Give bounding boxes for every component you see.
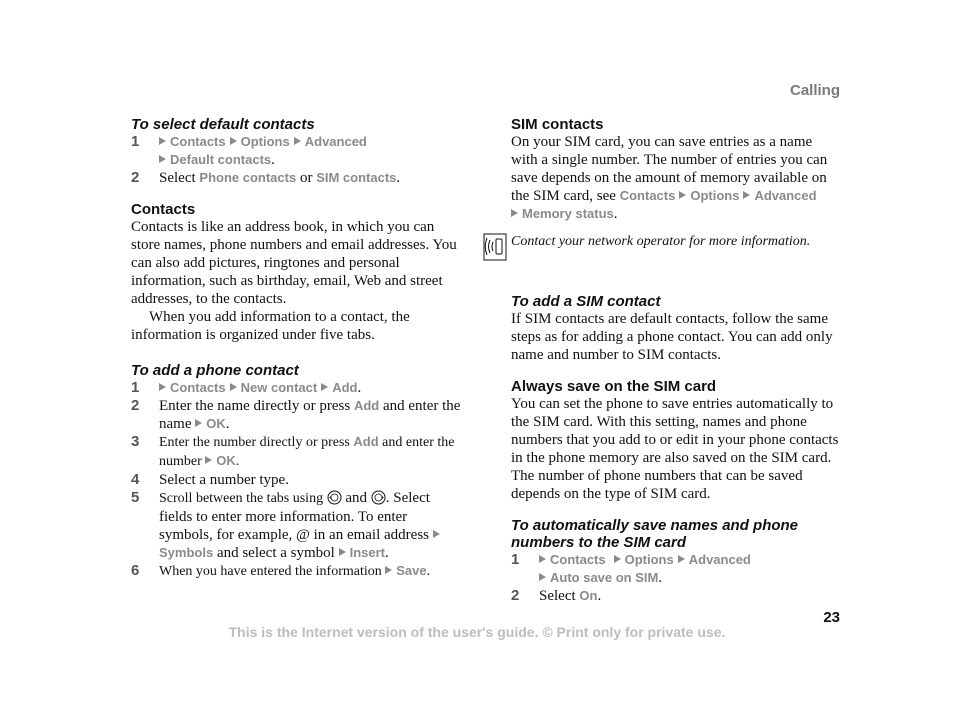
menu-item: Contacts xyxy=(550,552,606,567)
arrow-icon xyxy=(230,137,237,145)
arrow-icon xyxy=(339,548,346,556)
step-1: 1 Contacts Options Advanced Default contacts. xyxy=(131,133,367,168)
menu-item: OK xyxy=(216,453,236,468)
arrow-icon xyxy=(614,555,621,563)
heading-sim-contacts: SIM contacts xyxy=(511,116,604,133)
step-number: 4 xyxy=(131,471,140,488)
arrow-icon xyxy=(433,530,440,538)
heading-add-phone-contact: To add a phone contact xyxy=(131,362,299,379)
arrow-icon xyxy=(195,419,202,427)
paragraph: Contacts is like an address book, in which you can store names, phone numbers and email addresses. You can also add pictures, ringtones and personal information, such as birthday, email, Web and street addresses, to the contacts. xyxy=(131,219,457,307)
navigate-right-icon xyxy=(371,490,386,505)
menu-item: Memory status xyxy=(522,206,614,221)
phone-waves-icon xyxy=(483,233,507,261)
menu-item: Options xyxy=(690,188,740,203)
note-text: Contact your network operator for more information. xyxy=(511,234,811,249)
step-number: 6 xyxy=(131,562,140,579)
left-column xyxy=(131,116,461,581)
step-6: 6 When you have entered the information Save. xyxy=(131,562,431,579)
step-number: 1 xyxy=(511,551,520,568)
heading-add-sim-contact: To add a SIM contact xyxy=(511,293,661,310)
arrow-icon xyxy=(321,383,328,391)
step-2: 2 Select Phone contacts or SIM contacts. xyxy=(131,169,401,186)
arrow-icon xyxy=(205,456,212,464)
step-number: 3 xyxy=(131,433,140,450)
menu-item: Add xyxy=(353,434,379,449)
heading-contacts: Contacts xyxy=(131,201,196,218)
paragraph: You can set the phone to save entries automatically to the SIM card. With this setting, names and phone numbers that you add to or edit in your phone contacts in the phone memory are also saved on the SIM card. The number of phone numbers that can be saved depends on the type of SIM card. xyxy=(511,396,839,502)
step-3: 3 Enter the number directly or press Add and enter the number OK. xyxy=(131,433,455,469)
menu-item: Advanced xyxy=(688,552,751,567)
menu-item: New contact xyxy=(240,380,318,395)
footer-notice: This is the Internet version of the user's guide. © Print only for private use. xyxy=(228,624,726,640)
menu-item: Auto save on SIM xyxy=(550,570,659,585)
menu-item: Add xyxy=(353,398,380,413)
arrow-icon xyxy=(678,555,685,563)
arrow-icon xyxy=(230,383,237,391)
arrow-icon xyxy=(679,191,686,199)
arrow-icon xyxy=(385,566,392,574)
step-number: 2 xyxy=(131,169,140,186)
menu-item: Phone contacts xyxy=(199,170,297,185)
menu-item: Insert xyxy=(349,545,385,560)
step-number: 1 xyxy=(131,379,140,396)
heading-always-save-sim: Always save on the SIM card xyxy=(511,378,717,395)
step-1: 1 Contacts New contact Add. xyxy=(131,379,362,396)
menu-item: Advanced xyxy=(304,134,367,149)
step-number: 5 xyxy=(131,489,140,506)
menu-item: Contacts xyxy=(619,188,676,203)
arrow-icon xyxy=(743,191,750,199)
menu-item: Symbols xyxy=(159,545,214,560)
menu-item: Advanced xyxy=(754,188,817,203)
arrow-icon xyxy=(511,209,518,217)
note xyxy=(511,233,841,261)
arrow-icon xyxy=(159,137,166,145)
menu-item: Save xyxy=(396,563,427,578)
menu-item: OK xyxy=(206,416,226,431)
menu-item: Add xyxy=(332,380,358,395)
page-number: 23 xyxy=(823,609,840,626)
right-column xyxy=(511,116,841,605)
step-number: 1 xyxy=(131,133,140,150)
arrow-icon xyxy=(159,383,166,391)
arrow-icon xyxy=(294,137,301,145)
paragraph: If SIM contacts are default contacts, follow the same steps as for adding a phone contact. You can add only name and number to SIM contacts. xyxy=(511,311,833,363)
step-1: 1 Contacts Options Advanced Auto save on SIM. xyxy=(511,551,751,586)
menu-item: Options xyxy=(240,134,290,149)
menu-item: On xyxy=(579,588,598,603)
arrow-icon xyxy=(539,555,546,563)
menu-item: Options xyxy=(624,552,674,567)
paragraph: On your SIM card, you can save entries as a name with a single number. The number of entries you can save depends on the amount of memory available on the SIM card, see Contacts Options Advanced Memory status. xyxy=(511,134,828,222)
heading-select-default-contacts: To select default contacts xyxy=(131,116,315,133)
step-2: 2 Enter the name directly or press Add and enter the name OK. xyxy=(131,397,461,432)
navigate-left-icon xyxy=(327,490,342,505)
step-number: 2 xyxy=(511,587,520,604)
step-5: 5 Scroll between the tabs using and . Select fields to enter more information. To enter symbols, for example, @ in an email address Symbols and select a symbol Insert. xyxy=(131,489,461,562)
section-header: Calling xyxy=(789,82,840,99)
step-2: 2 Select On. xyxy=(511,587,602,604)
arrow-icon xyxy=(539,573,546,581)
menu-item: SIM contacts xyxy=(316,170,397,185)
menu-item: Contacts xyxy=(170,380,226,395)
paragraph: When you add information to a contact, the information is organized under five tabs. xyxy=(131,309,410,343)
step-4: 4 Select a number type. xyxy=(131,471,289,488)
heading-auto-save-sim: To automatically save names and phone numbers to the SIM card xyxy=(511,517,799,551)
arrow-icon xyxy=(159,155,166,163)
step-number: 2 xyxy=(131,397,140,414)
menu-item: Default contacts xyxy=(170,152,272,167)
menu-item: Contacts xyxy=(170,134,226,149)
